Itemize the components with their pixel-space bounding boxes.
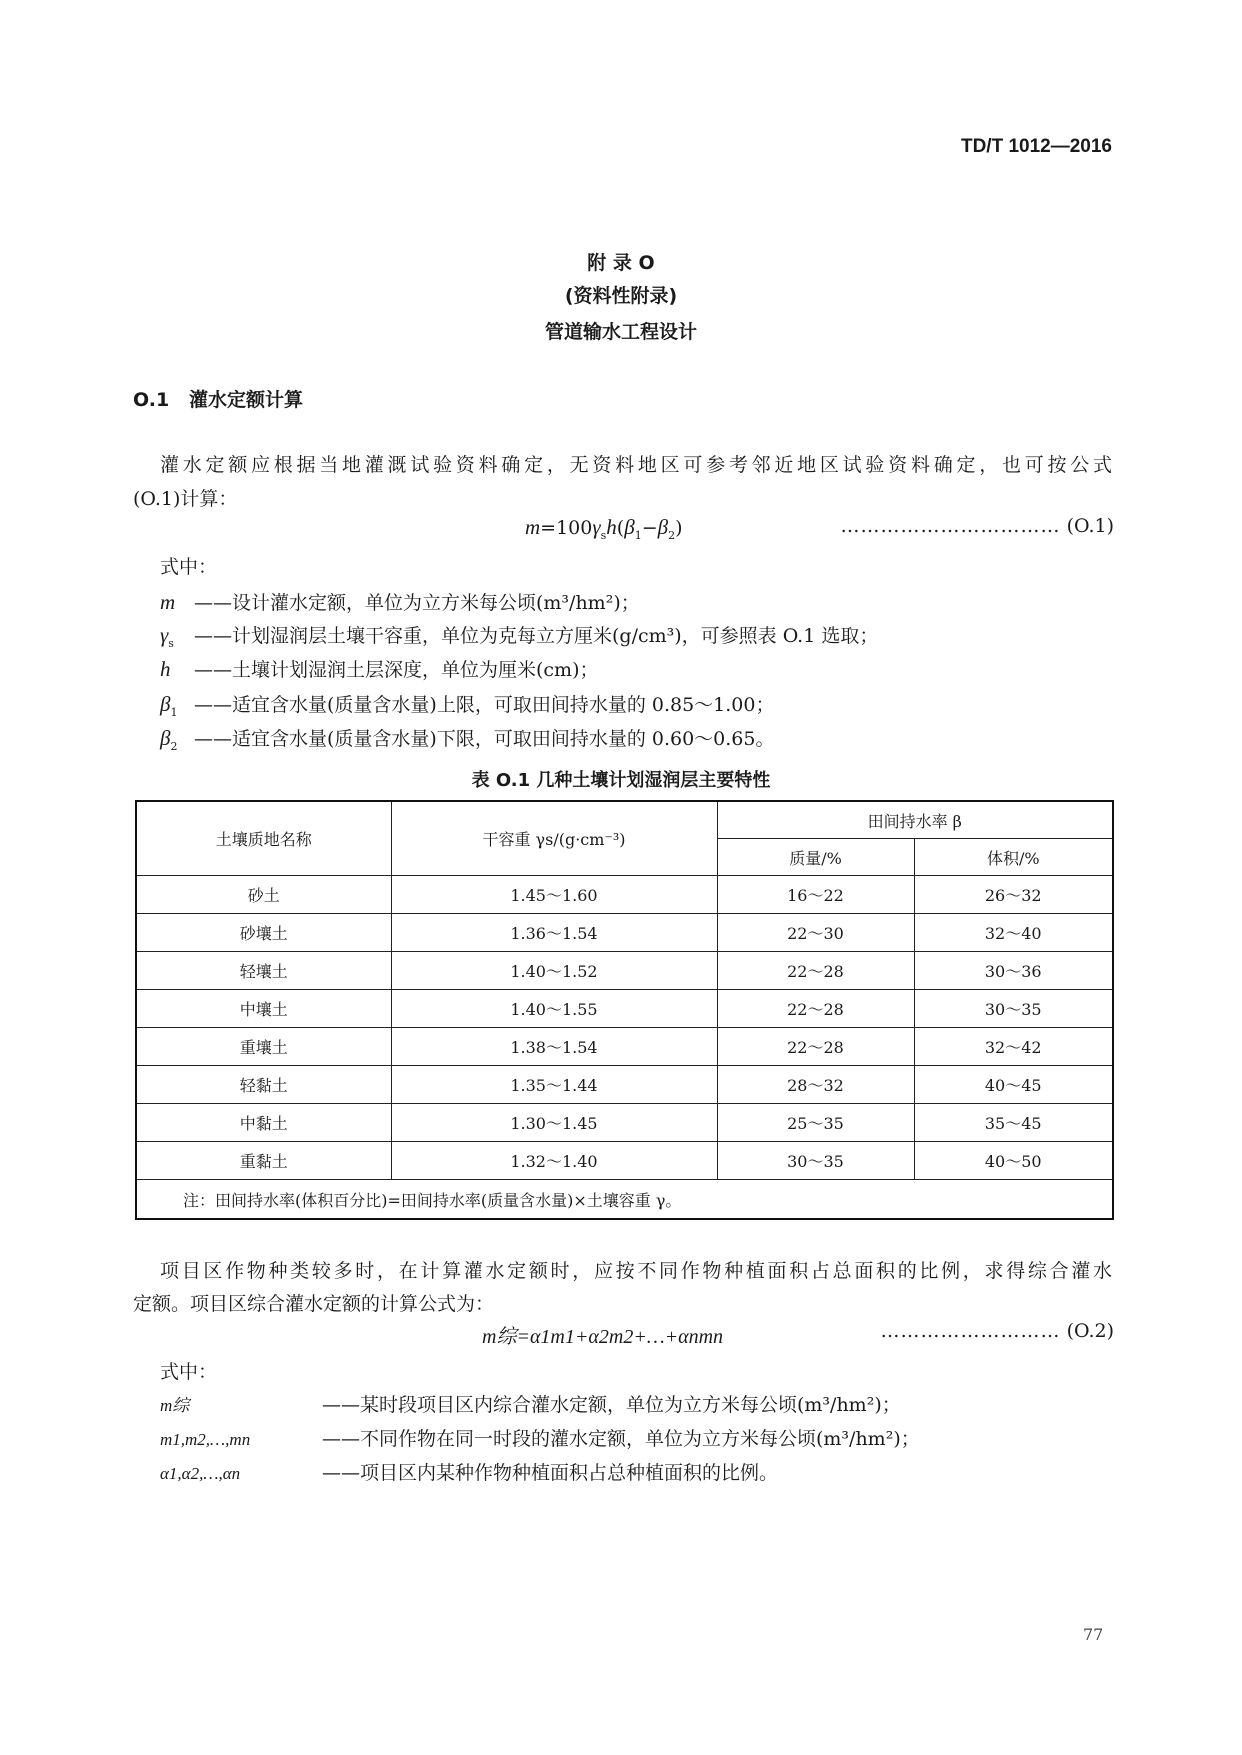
section-heading	[133, 385, 303, 412]
formula-sub: 1	[634, 528, 642, 542]
def-text: ——设计灌水定额，单位为立方米每公顷(m³/hm²)；	[194, 592, 640, 614]
cell-soil-name: 中黏土	[136, 1104, 391, 1142]
header-dry-density: 干容重 γs/(g·cm⁻³)	[391, 801, 717, 876]
standard-code: TD/T 1012—2016	[960, 136, 1112, 157]
table-caption: 表 O.1 几种土壤计划湿润层主要特性	[471, 770, 771, 791]
section-title: 灌水定额计算	[189, 389, 304, 411]
cell-mass: 22～28	[717, 1028, 914, 1066]
def-text: ——不同作物在同一时段的灌水定额，单位为立方米每公顷(m³/hm²)；	[322, 1428, 920, 1450]
def-sub: 1	[170, 705, 178, 719]
cell-mass: 25～35	[717, 1104, 914, 1142]
cell-dry-density: 1.35～1.44	[391, 1066, 717, 1104]
formula-sub: 2	[668, 528, 676, 542]
appendix-title: 附 录 O	[587, 252, 655, 274]
formula-1-label	[841, 515, 1114, 537]
definition	[160, 1424, 920, 1451]
table-row	[136, 990, 1113, 1028]
formula-var: γ	[592, 515, 601, 539]
formula-part: =100	[540, 517, 593, 539]
cell-dry-density: 1.36～1.54	[391, 914, 717, 952]
cell-mass: 28～32	[717, 1066, 914, 1104]
cell-mass: 22～30	[717, 914, 914, 952]
formula-part: −	[641, 517, 658, 539]
cell-soil-name: 轻黏土	[136, 1066, 391, 1104]
def-text: ——计划湿润层土壤干容重，单位为克每立方厘米(g/cm³)，可参照表 O.1 选取；	[194, 625, 879, 647]
leader-dots: ………………………	[880, 1320, 1061, 1342]
table-row	[136, 914, 1113, 952]
table-row	[136, 1104, 1113, 1142]
cell-volume: 32～40	[914, 914, 1113, 952]
cell-soil-name: 重黏土	[136, 1142, 391, 1180]
def-symbol: m综	[160, 1396, 190, 1415]
cell-dry-density: 1.40～1.52	[391, 952, 717, 990]
table-row	[136, 1028, 1113, 1066]
header-mass: 质量/%	[717, 839, 914, 876]
def-text: ——某时段项目区内综合灌水定额，单位为立方米每公顷(m³/hm²)；	[322, 1394, 901, 1416]
cell-dry-density: 1.40～1.55	[391, 990, 717, 1028]
definition	[160, 621, 878, 650]
def-text: ——项目区内某种作物种植面积占总种植面积的比例。	[322, 1462, 779, 1484]
cell-dry-density: 1.45～1.60	[391, 876, 717, 914]
where-label: 式中：	[160, 556, 218, 578]
definition	[160, 1390, 901, 1417]
header-soil-name: 土壤质地名称	[136, 801, 391, 876]
formula-sub: s	[600, 528, 607, 542]
cell-volume: 32～42	[914, 1028, 1113, 1066]
where-label-2: 式中：	[160, 1361, 218, 1383]
cell-dry-density: 1.30～1.45	[391, 1104, 717, 1142]
formula-part: (	[616, 517, 625, 539]
cell-soil-name: 中壤土	[136, 990, 391, 1028]
definition	[160, 724, 774, 753]
def-symbol: β	[160, 692, 171, 716]
table-row	[136, 1066, 1113, 1104]
definition	[160, 690, 774, 719]
equation-number: (O.2)	[1066, 1320, 1114, 1342]
def-text: ——适宜含水量(质量含水量)下限，可取田间持水量的 0.60～0.65。	[194, 728, 775, 750]
def-text: ——适宜含水量(质量含水量)上限，可取田间持水量的 0.85～1.00；	[194, 694, 775, 716]
formula-var: β	[624, 515, 635, 539]
def-sub: s	[168, 636, 174, 650]
definition	[160, 588, 640, 615]
header-volume: 体积/%	[914, 839, 1113, 876]
cell-mass: 22～28	[717, 952, 914, 990]
cell-mass: 30～35	[717, 1142, 914, 1180]
para1-line1: 灌水定额应根据当地灌溉试验资料确定，无资料地区可参考邻近地区试验资料确定，也可按公式	[160, 454, 1112, 476]
cell-soil-name: 重壤土	[136, 1028, 391, 1066]
formula-var: β	[657, 515, 669, 539]
leader-dots: ……………………………	[840, 515, 1061, 537]
cell-volume: 35～45	[914, 1104, 1113, 1142]
formula-var: m	[525, 515, 541, 539]
appendix-subtitle: 管道输水工程设计	[544, 321, 697, 343]
equation-number: (O.1)	[1066, 515, 1114, 537]
formula-part: )	[675, 517, 683, 539]
para2-line2: 定额。项目区综合灌水定额的计算公式为：	[133, 1293, 495, 1315]
def-symbol: β	[160, 726, 171, 750]
section-number: O.1	[133, 389, 170, 411]
cell-soil-name: 砂壤土	[136, 914, 391, 952]
cell-dry-density: 1.32～1.40	[391, 1142, 717, 1180]
cell-soil-name: 砂土	[136, 876, 391, 914]
table-row	[136, 1142, 1113, 1180]
header-field-capacity: 田间持水率 β	[717, 801, 1113, 839]
def-symbol: m	[160, 590, 176, 614]
page-number: 77	[1083, 1625, 1104, 1644]
table-row	[136, 876, 1113, 914]
def-symbol: γ	[160, 623, 169, 647]
formula-1	[525, 515, 683, 542]
definition	[160, 1458, 778, 1485]
cell-volume: 40～50	[914, 1142, 1113, 1180]
cell-soil-name: 轻壤土	[136, 952, 391, 990]
definition	[160, 655, 598, 682]
def-symbol: α1,α2,…,αn	[160, 1464, 241, 1483]
cell-volume: 40～45	[914, 1066, 1113, 1104]
def-text: ——土壤计划湿润土层深度，单位为厘米(cm)；	[194, 659, 599, 681]
cell-volume: 30～36	[914, 952, 1113, 990]
cell-dry-density: 1.38～1.54	[391, 1028, 717, 1066]
formula-var: h	[606, 515, 617, 539]
para2-line1: 项目区作物种类较多时，在计算灌水定额时，应按不同作物种植面积占总面积的比例，求得综合灌水	[160, 1260, 1112, 1282]
cell-volume: 26～32	[914, 876, 1113, 914]
formula-2: m综=α1m1+α2m2+…+αnmn	[482, 1326, 724, 1348]
soil-properties-table	[135, 800, 1114, 1220]
para1-line2: (O.1)计算：	[133, 488, 238, 510]
cell-volume: 30～35	[914, 990, 1113, 1028]
cell-mass: 16～22	[717, 876, 914, 914]
table-row	[136, 952, 1113, 990]
cell-mass: 22～28	[717, 990, 914, 1028]
def-symbol: h	[160, 657, 171, 681]
appendix-type: (资料性附录)	[564, 285, 678, 307]
def-sub: 2	[170, 739, 178, 753]
def-symbol: m1,m2,…,mn	[160, 1430, 251, 1449]
formula-2-label	[881, 1320, 1114, 1342]
table-note: 注：田间持水率(体积百分比)=田间持水率(质量含水量)×土壤容重 γ。	[136, 1180, 1113, 1220]
